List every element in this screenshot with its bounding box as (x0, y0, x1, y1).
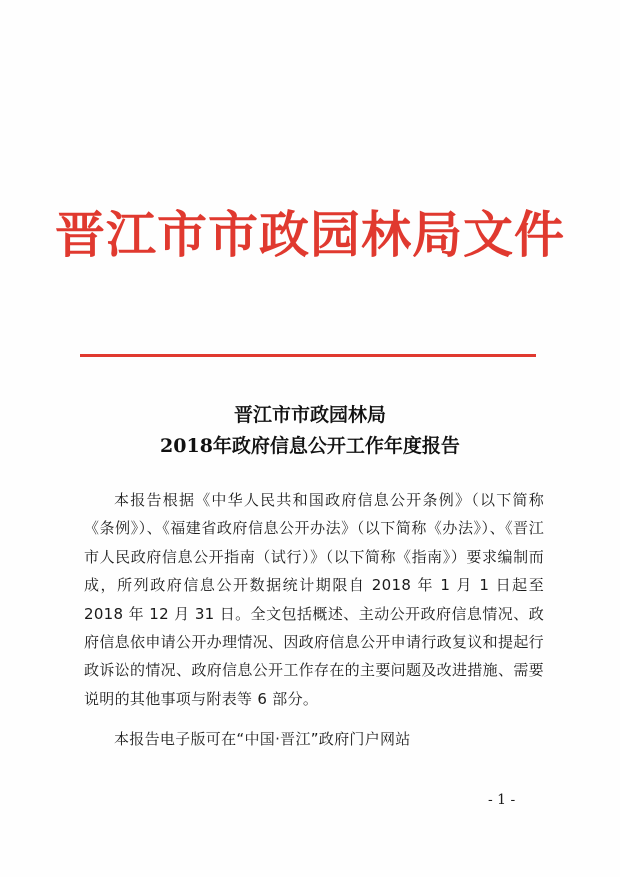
report-title-line2: 2018年政府信息公开工作年度报告 (160, 435, 460, 457)
issuer-header-title: 晋江市市政园林局文件 (55, 205, 565, 264)
red-divider-line (80, 354, 536, 357)
body-paragraph-2: 本报告电子版可在“中国·晋江”政府门户网站 (114, 730, 411, 749)
body-paragraph-1: 本报告根据《中华人民共和国政府信息公开条例》（以下简称《条例》）、《福建省政府信息公开办法》（以下简称《办法》）、《晋江市人民政府信息公开指南（试行）》（以下简称《指南》）要求编制而成，所列政府信息公开数据统计期限自 2018 年 1 月 1 日起至 2018 年 12 月 31 日。全文包括概述、主动公开政府信息情况、政府信息依申请公开办理情况、因政府信息公开申请行政复议和提起行政诉讼的情况、政府信息公开工作存在的主要问题及改进措施、需要说明的其他事项与附表等 6 部分。 (84, 491, 544, 708)
report-body (84, 486, 544, 754)
page-number: - 1 - (488, 792, 516, 808)
report-title-line1: 晋江市市政园林局 (233, 404, 386, 426)
